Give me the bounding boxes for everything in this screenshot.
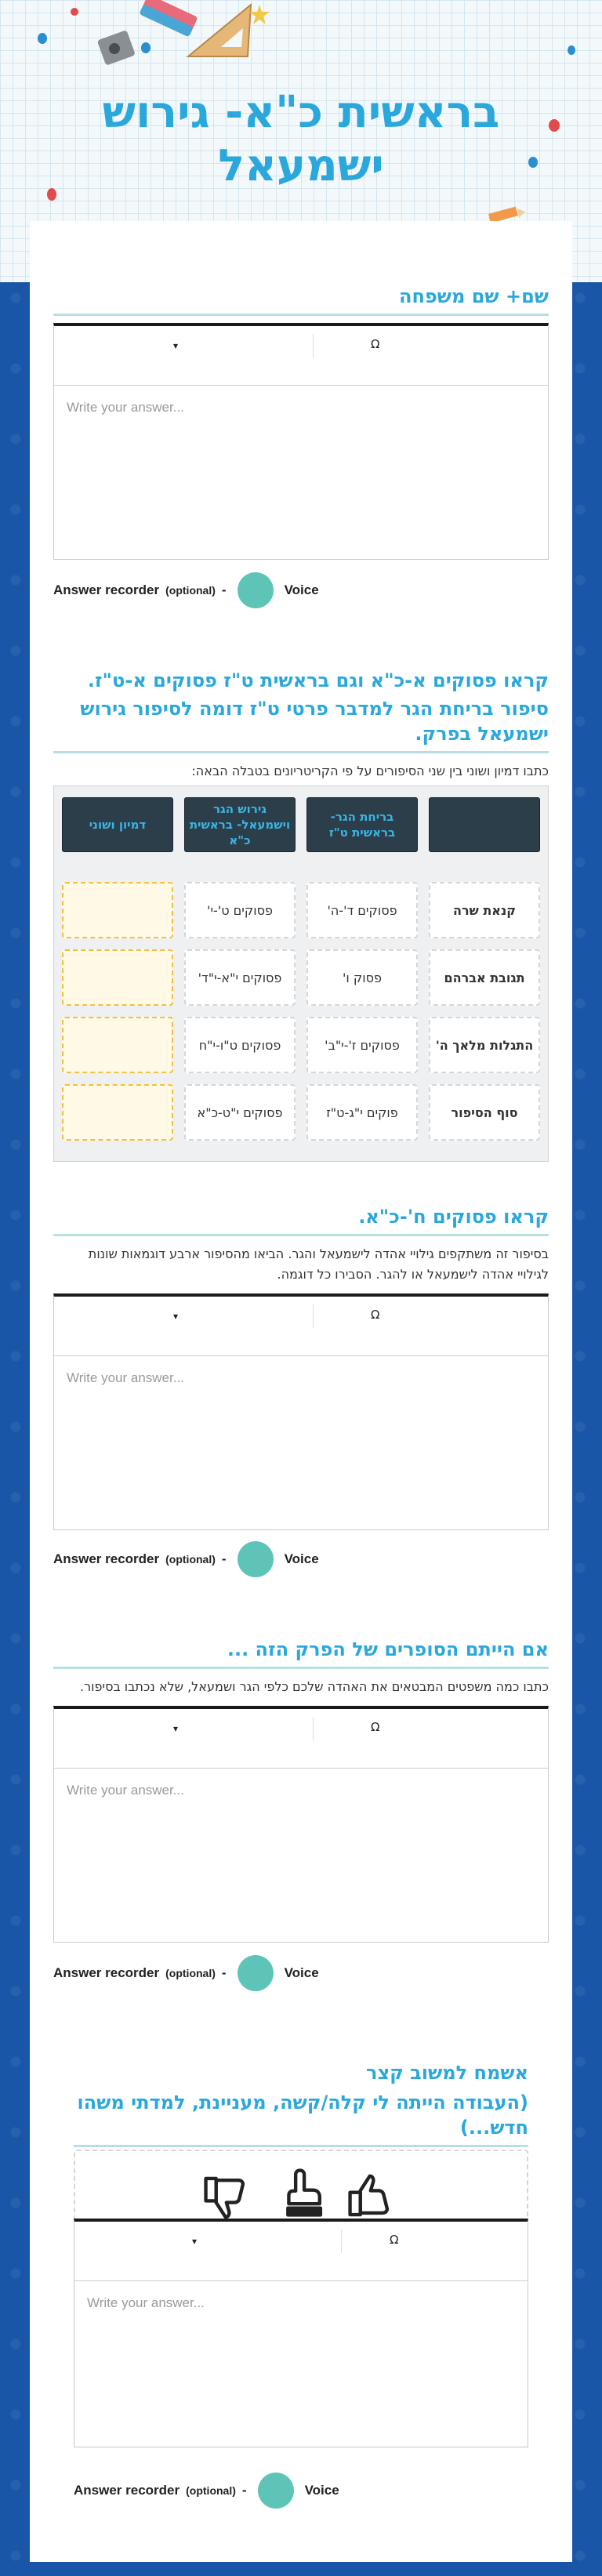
editor-toolbar xyxy=(54,1297,548,1356)
section-divider xyxy=(53,1234,549,1236)
decorative-dot xyxy=(38,33,47,44)
section-name xyxy=(53,284,549,316)
special-character-button[interactable]: Ω xyxy=(371,1720,380,1734)
font-dropdown-icon[interactable]: ▾ xyxy=(173,1723,179,1734)
special-character-button[interactable]: Ω xyxy=(390,2233,399,2247)
table-header-empty xyxy=(429,797,540,852)
answer-recorder xyxy=(53,1541,319,1577)
drop-zone[interactable] xyxy=(62,882,173,938)
section-subtitle: (העבודה הייתה לי קלה/קשה, מעניינת, למדתי משהו חדש...) xyxy=(77,2092,528,2139)
answer-textarea[interactable]: Write your answer... xyxy=(87,2295,205,2310)
section-writers xyxy=(53,1637,549,1697)
table-cell: פסוקים ט"ו-י"ח xyxy=(184,1017,296,1073)
table-header-hagar-flight: בריחת הגר- בראשית ט"ז xyxy=(306,797,418,852)
hand-pointing-icon[interactable] xyxy=(276,2165,331,2220)
answer-textarea[interactable]: Write your answer... xyxy=(67,1783,184,1798)
recorder-optional: (optional) xyxy=(186,2484,236,2497)
thumbs-up-icon[interactable] xyxy=(345,2168,400,2223)
font-dropdown-icon[interactable]: ▾ xyxy=(192,2236,198,2247)
section-divider xyxy=(53,314,549,316)
font-dropdown-icon[interactable]: ▾ xyxy=(173,1311,179,1322)
table-cell: פסוקים ד'-ה' xyxy=(306,882,418,938)
section-title: אשמח למשוב קצר xyxy=(366,2062,528,2084)
answer-editor xyxy=(53,1293,549,1530)
answer-recorder xyxy=(53,572,319,608)
recorder-label: Answer recorder xyxy=(53,1551,160,1566)
toolbar-separator xyxy=(313,1304,314,1328)
recorder-optional: (optional) xyxy=(165,1967,216,1979)
voice-record-button[interactable] xyxy=(258,2473,294,2509)
section-subtitle: סיפור בריחת הגר למדבר פרטי ט"ז דומה לסיפור גירוש ישמעאל בפרק. xyxy=(80,698,549,745)
section-compare xyxy=(53,668,549,782)
thumbs-down-icon[interactable] xyxy=(201,2170,256,2225)
section-title: אם הייתם הסופרים של הפרק הזה ... xyxy=(227,1638,549,1660)
answer-editor xyxy=(74,2219,528,2447)
section-instruction: כתבו דמיון ושוני בין שני הסיפורים על פי הקריטריונים בטבלה הבאה: xyxy=(191,764,549,778)
section-divider xyxy=(53,1667,549,1669)
font-dropdown-icon[interactable]: ▾ xyxy=(173,340,179,351)
recorder-optional: (optional) xyxy=(165,1553,216,1566)
drop-zone[interactable] xyxy=(62,1017,173,1073)
recorder-label: Answer recorder xyxy=(53,582,160,597)
table-cell: פוקים י"ג-ט"ז xyxy=(306,1084,418,1141)
recorder-dash: - xyxy=(221,1551,227,1566)
special-character-button[interactable]: Ω xyxy=(371,1308,380,1322)
answer-recorder xyxy=(74,2473,339,2509)
recorder-dash: - xyxy=(221,582,227,597)
table-row-label: תגובת אברהם xyxy=(429,949,540,1006)
worksheet-card xyxy=(30,221,572,2562)
table-header-expulsion: גירוש הגר וישמעאל- בראשית כ"א xyxy=(184,797,296,852)
recorder-dash: - xyxy=(221,1965,227,1980)
recorder-voice-label: Voice xyxy=(284,1551,319,1566)
table-cell: פסוק ו' xyxy=(306,949,418,1006)
decorative-dot xyxy=(71,8,78,16)
special-character-button[interactable]: Ω xyxy=(371,337,380,351)
section-title: קראו פסוקים ח'-כ"א. xyxy=(358,1206,549,1228)
recorder-label: Answer recorder xyxy=(53,1965,160,1980)
editor-toolbar xyxy=(54,326,548,386)
section-feedback xyxy=(74,2060,528,2147)
voice-record-button[interactable] xyxy=(238,572,274,608)
toolbar-separator xyxy=(313,334,314,357)
answer-recorder xyxy=(53,1955,319,1991)
section-text: כתבו כמה משפטים המבטאים את האהדה שלכם כלפי הגר ושמעאל, שלא נכתבו בסיפור. xyxy=(80,1679,549,1694)
recorder-voice-label: Voice xyxy=(304,2483,339,2498)
comparison-table xyxy=(53,785,549,1162)
recorder-voice-label: Voice xyxy=(284,582,319,597)
answer-textarea[interactable]: Write your answer... xyxy=(67,1370,184,1385)
table-cell: פסוקים ז'-י"ב' xyxy=(306,1017,418,1073)
table-row-label: התגלות מלאך ה' xyxy=(429,1017,540,1073)
toolbar-separator xyxy=(341,2230,342,2253)
section-divider xyxy=(74,2145,528,2147)
table-cell: פסוקים י"א-י"ד' xyxy=(184,949,296,1006)
answer-editor xyxy=(53,1706,549,1943)
editor-toolbar xyxy=(74,2222,528,2281)
section-title: קראו פסוקים א-כ"א וגם בראשית ט"ז פסוקים א-ט"ז. xyxy=(87,669,549,691)
table-row-label: סוף הסיפור xyxy=(429,1084,540,1141)
section-sympathy xyxy=(53,1204,549,1285)
table-row-label: קנאת שרה xyxy=(429,882,540,938)
voice-record-button[interactable] xyxy=(238,1541,274,1577)
decorative-dot xyxy=(141,42,150,53)
table-header-similarity: דמיון ושוני xyxy=(62,797,173,852)
section-title: שם+ שם משפחה xyxy=(399,285,549,307)
section-text: בסיפור זה משתקפים גילויי אהדה לישמעאל והגר. הביאו מהסיפור ארבע דוגמאות שונות לגילויי אהדה לישמעאל או להגר. הסבירו כל דוגמה. xyxy=(88,1246,549,1282)
section-divider xyxy=(53,751,549,753)
triangle-ruler-icon xyxy=(172,0,259,63)
recorder-optional: (optional) xyxy=(165,584,216,597)
table-cell: פסוקים י"ט-כ"א xyxy=(184,1084,296,1141)
decorative-dot xyxy=(568,45,575,55)
recorder-dash: - xyxy=(241,2483,247,2498)
star-icon xyxy=(248,3,271,27)
answer-textarea[interactable]: Write your answer... xyxy=(67,400,184,415)
recorder-label: Answer recorder xyxy=(74,2483,180,2498)
voice-record-button[interactable] xyxy=(238,1955,274,1991)
answer-editor xyxy=(53,323,549,560)
drop-zone[interactable] xyxy=(62,949,173,1006)
page-title: בראשית כ"א- גירוש ישמעאל xyxy=(102,87,500,191)
recorder-voice-label: Voice xyxy=(284,1965,319,1980)
editor-toolbar xyxy=(54,1709,548,1769)
table-cell: פסוקים ט'-י' xyxy=(184,882,296,938)
toolbar-separator xyxy=(313,1717,314,1740)
drop-zone[interactable] xyxy=(62,1084,173,1141)
